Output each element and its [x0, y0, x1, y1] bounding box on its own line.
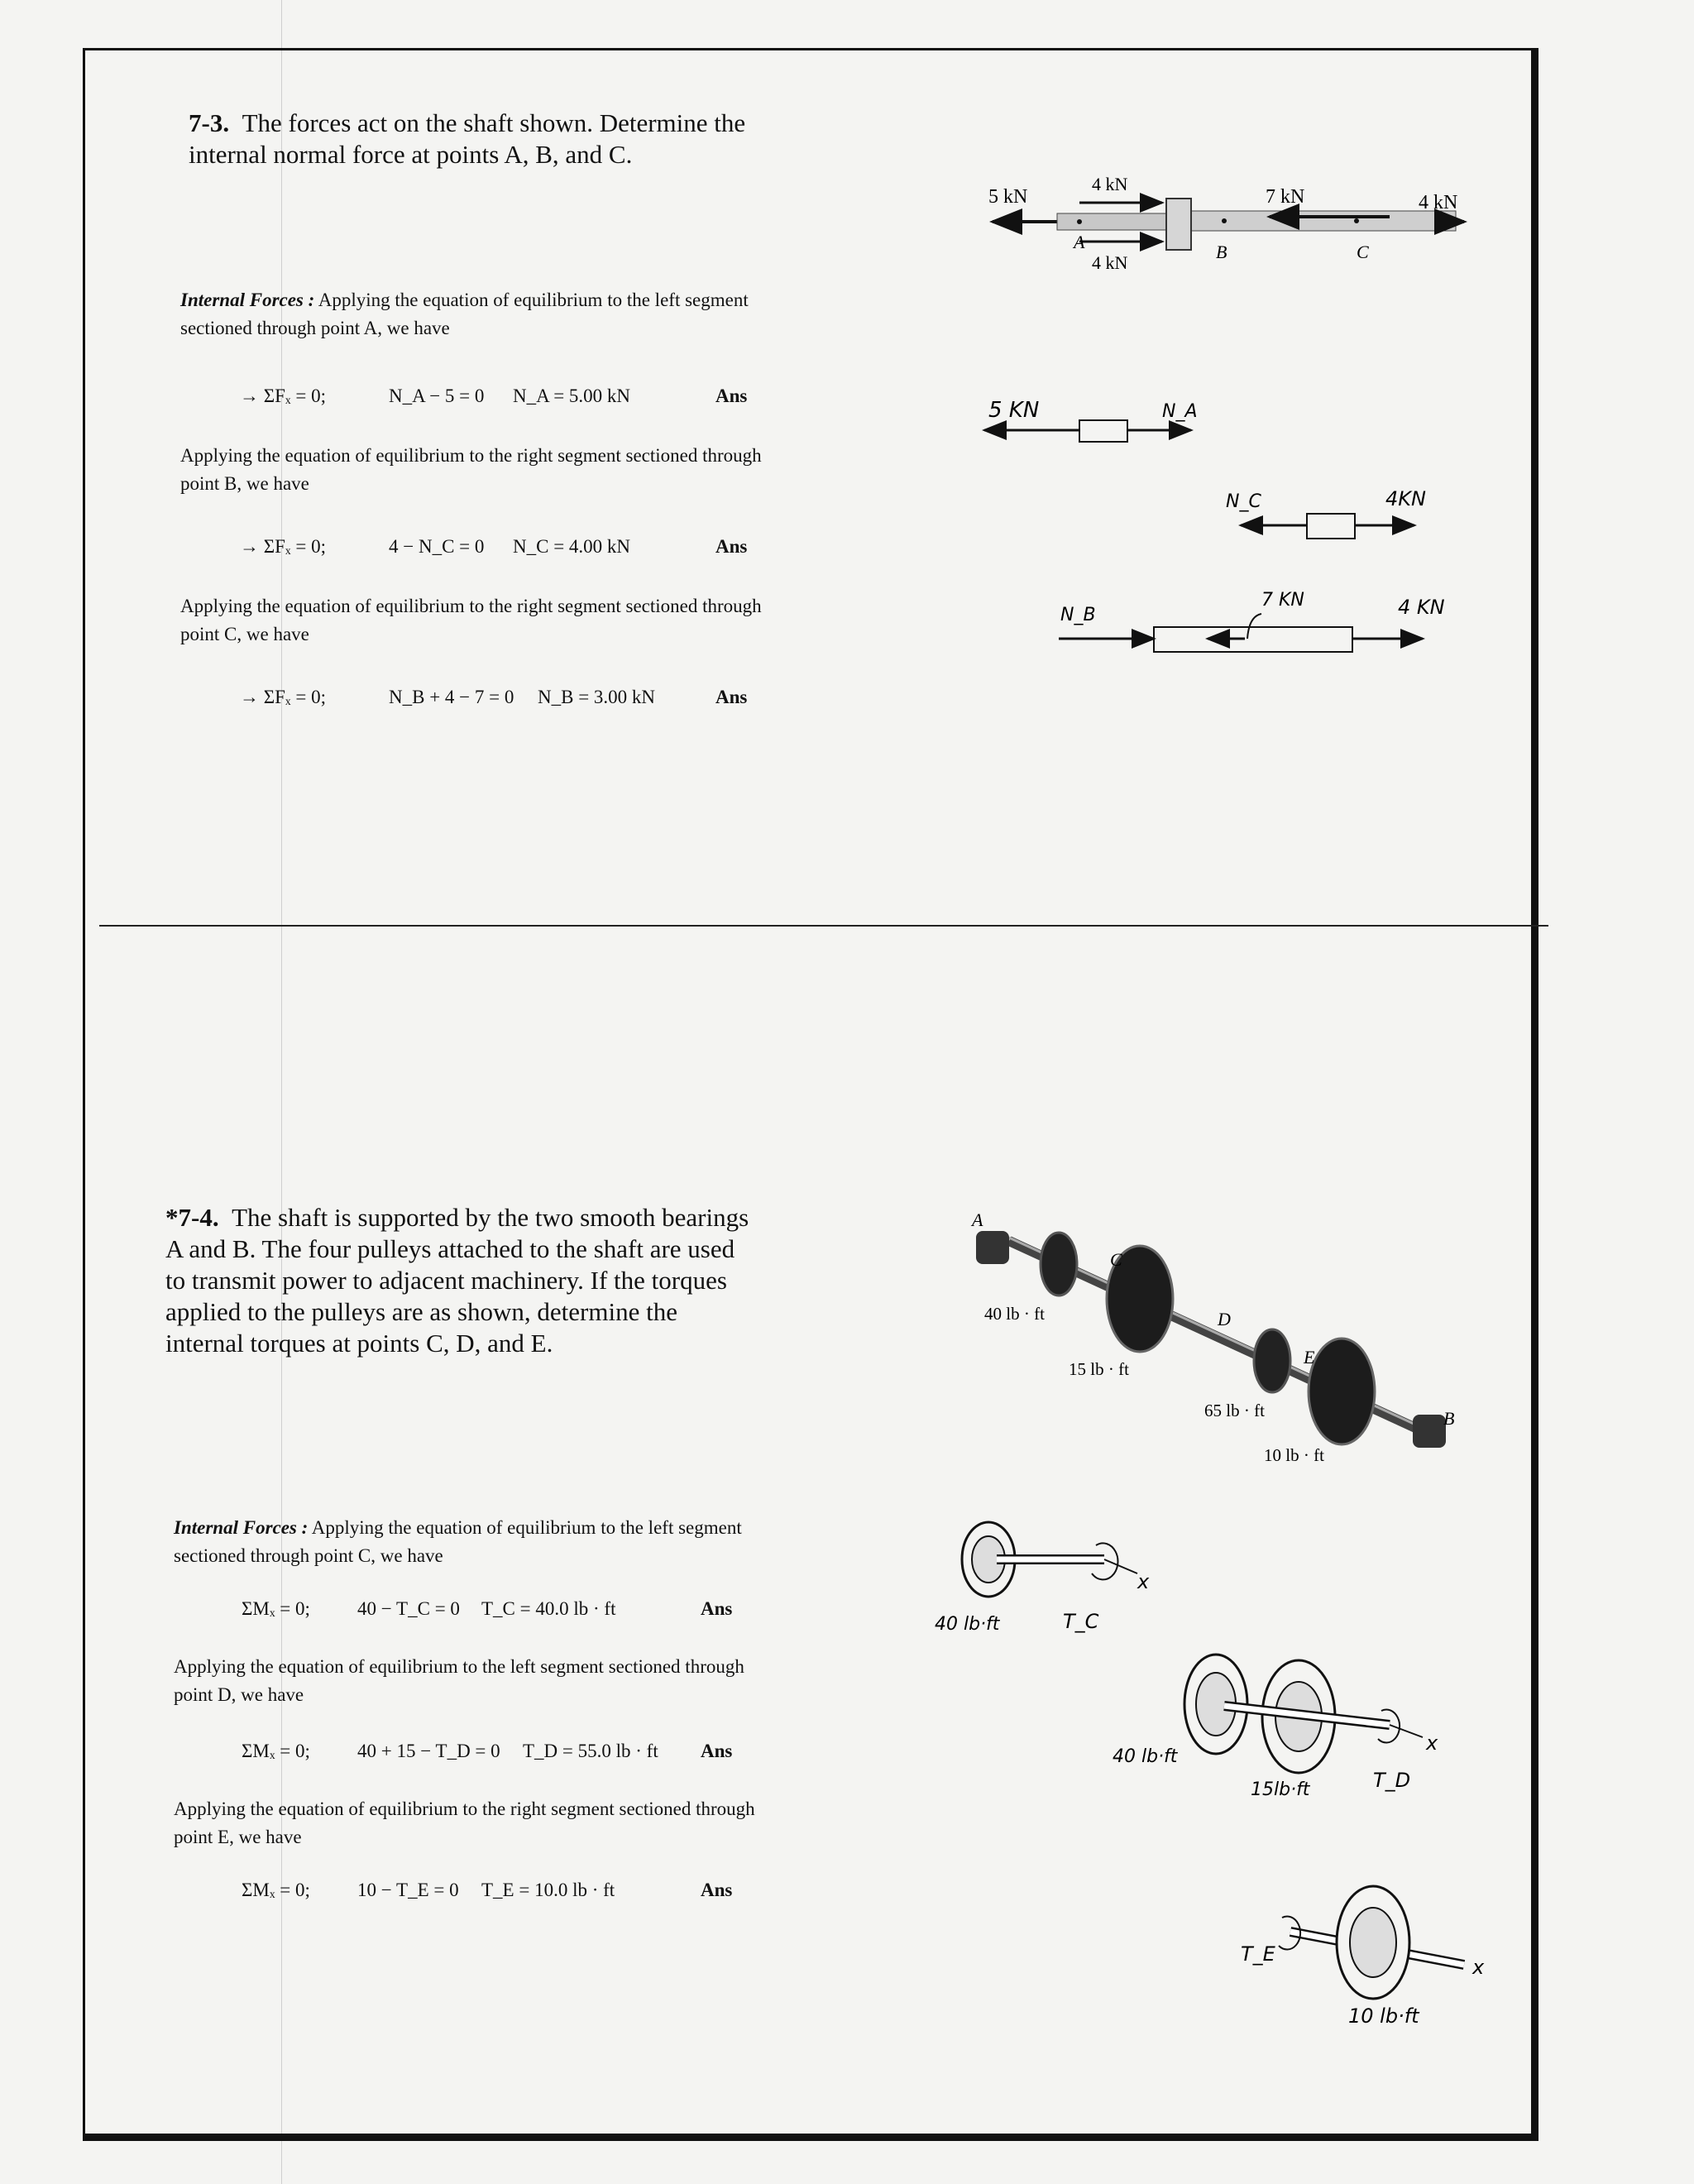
pulley-3	[1254, 1329, 1290, 1392]
torque-40: 40 lb · ft	[984, 1304, 1045, 1324]
fbd-7-3-c	[1216, 484, 1464, 550]
solution-text: sectioned through point C, we have	[174, 1545, 443, 1566]
torque-15: 15 lb · ft	[1069, 1359, 1129, 1379]
eq-expr: 40 − T_C = 0	[357, 1598, 460, 1619]
eq-result: N_B = 3.00 kN	[538, 687, 656, 707]
fbd-7-4-d	[1108, 1630, 1456, 1803]
solution-7-3-intro	[180, 286, 749, 342]
statement-line: to transmit power to adjacent machinery. If the torques	[165, 1266, 727, 1295]
statement-line: internal torques at points C, D, and E.	[165, 1329, 553, 1358]
eq-ans: Ans	[701, 1741, 733, 1761]
label-4kn-right: 4 kN	[1419, 192, 1458, 213]
solution-heading: Internal Forces :	[180, 290, 315, 310]
label-7kn: 7 kN	[1266, 186, 1305, 208]
label-c: C	[1357, 242, 1369, 262]
torque-65: 65 lb · ft	[1204, 1401, 1265, 1420]
solution-text: Applying the equation of equilibrium to the left segment	[318, 290, 749, 310]
label-4kn-top: 4 kN	[1092, 174, 1128, 194]
fbd-axis-x: x	[1426, 1731, 1438, 1755]
collar	[1166, 199, 1191, 250]
eq-sum: ΣMₓ = 0;	[242, 1598, 310, 1619]
solution-heading: Internal Forces :	[174, 1517, 309, 1538]
solution-text: point D, we have	[174, 1684, 304, 1705]
fbd-label-nb: N_B	[1060, 605, 1096, 625]
statement-line: The forces act on the shaft shown. Determine the	[242, 108, 746, 137]
fbd-label-7kn: 7 KN	[1261, 590, 1304, 611]
fbd-label-5kn: 5 KN	[988, 398, 1040, 423]
fbd-int-te: T_E	[1241, 1942, 1275, 1966]
statement-line: internal normal force at points A, B, and C.	[189, 140, 633, 169]
pulley-1	[1041, 1233, 1077, 1296]
fbd-7-4-e	[1224, 1853, 1505, 2027]
fbd-axis-x: x	[1472, 1956, 1485, 1979]
statement-line: A and B. The four pulleys attached to the shaft are used	[165, 1234, 735, 1263]
solution-text: point B, we have	[180, 473, 309, 494]
solution-text: Applying the equation of equilibrium to the left segment	[311, 1517, 742, 1538]
fbd-label-na: N_A	[1162, 401, 1198, 422]
shaft-right	[1191, 211, 1456, 231]
solution-7-3-para2	[180, 442, 762, 498]
label-5kn: 5 kN	[988, 186, 1028, 208]
eq-result: N_C = 4.00 kN	[513, 536, 631, 557]
solution-7-4-para3	[174, 1795, 755, 1851]
label-b: B	[1216, 242, 1227, 262]
eq-expr: N_B + 4 − 7 = 0	[389, 687, 514, 707]
fbd-torque-10: 10 lb·ft	[1348, 2004, 1419, 2027]
eq-expr: 40 + 15 − T_D = 0	[357, 1741, 500, 1761]
eq-sum: ΣMₓ = 0;	[242, 1741, 310, 1761]
solution-text: Applying the equation of equilibrium to the right segment sectioned through	[180, 445, 762, 466]
torque-10: 10 lb · ft	[1264, 1445, 1324, 1465]
fbd-int-td: T_D	[1373, 1769, 1411, 1792]
solution-text: sectioned through point A, we have	[180, 318, 450, 338]
shaft-figure-7-3	[968, 165, 1481, 281]
eq-result: T_D = 55.0 lb · ft	[523, 1741, 658, 1761]
shaft-pulleys-figure-7-4	[959, 1208, 1472, 1481]
solution-text: point C, we have	[180, 624, 309, 644]
eq-sum: → ΣFₓ = 0;	[240, 687, 326, 707]
pulley-4	[1309, 1339, 1375, 1444]
fbd-torque: 40 lb·ft	[935, 1614, 1000, 1635]
eq-sum: ΣMₓ = 0;	[242, 1880, 310, 1900]
fbd-label-4kn-b: 4 KN	[1398, 596, 1445, 619]
fbd-7-3-a	[972, 389, 1220, 463]
problem-7-4-statement	[165, 1202, 761, 1359]
solution-7-4-intro	[174, 1514, 742, 1570]
eq-ans: Ans	[715, 386, 748, 406]
solution-text: point E, we have	[174, 1827, 302, 1847]
fbd-int-tc: T_C	[1063, 1610, 1099, 1633]
label-b: B	[1443, 1408, 1455, 1429]
fbd-axis-x: x	[1137, 1570, 1150, 1593]
eq-expr: 4 − N_C = 0	[389, 536, 485, 557]
fbd-label-4kn: 4KN	[1385, 487, 1426, 510]
problem-number: 7-3.	[189, 108, 230, 137]
fbd-7-4-c	[926, 1506, 1175, 1638]
eq-result: N_A = 5.00 kN	[513, 386, 631, 406]
eq-result: T_E = 10.0 lb · ft	[481, 1880, 615, 1900]
solution-7-4-para2	[174, 1653, 744, 1709]
solution-text: Applying the equation of equilibrium to the right segment sectioned through	[180, 596, 762, 616]
fbd-label-nc: N_C	[1226, 491, 1261, 512]
eq-ans: Ans	[715, 687, 748, 707]
label-c: C	[1110, 1249, 1122, 1270]
problem-number: *7-4.	[165, 1203, 219, 1232]
eq-ans: Ans	[701, 1880, 733, 1900]
fbd-torque-40: 40 lb·ft	[1113, 1746, 1178, 1767]
solution-text: Applying the equation of equilibrium to the left segment sectioned through	[174, 1656, 744, 1677]
problem-divider	[99, 925, 1548, 927]
bearing-b	[1413, 1415, 1446, 1448]
label-d: D	[1218, 1309, 1231, 1329]
eq-ans: Ans	[715, 536, 748, 557]
fbd-7-3-b	[1050, 579, 1448, 662]
problem-7-3-statement	[189, 108, 817, 170]
solution-7-3-para3	[180, 592, 762, 649]
eq-sum: → ΣFₓ = 0;	[240, 386, 326, 406]
eq-result: T_C = 40.0 lb · ft	[481, 1598, 616, 1619]
label-e: E	[1304, 1347, 1315, 1367]
label-a: A	[1074, 232, 1085, 252]
statement-line: The shaft is supported by the two smooth bearings	[232, 1203, 749, 1232]
eq-expr: N_A − 5 = 0	[389, 386, 485, 406]
label-a: A	[972, 1209, 983, 1230]
bearing-a	[976, 1231, 1009, 1264]
eq-sum: → ΣFₓ = 0;	[240, 536, 326, 557]
eq-expr: 10 − T_E = 0	[357, 1880, 459, 1900]
solution-text: Applying the equation of equilibrium to the right segment sectioned through	[174, 1798, 755, 1819]
statement-line: applied to the pulleys are as shown, determine the	[165, 1297, 677, 1326]
fbd-torque-15: 15lb·ft	[1251, 1779, 1310, 1800]
eq-ans: Ans	[701, 1598, 733, 1619]
label-4kn-bottom: 4 kN	[1092, 252, 1128, 273]
